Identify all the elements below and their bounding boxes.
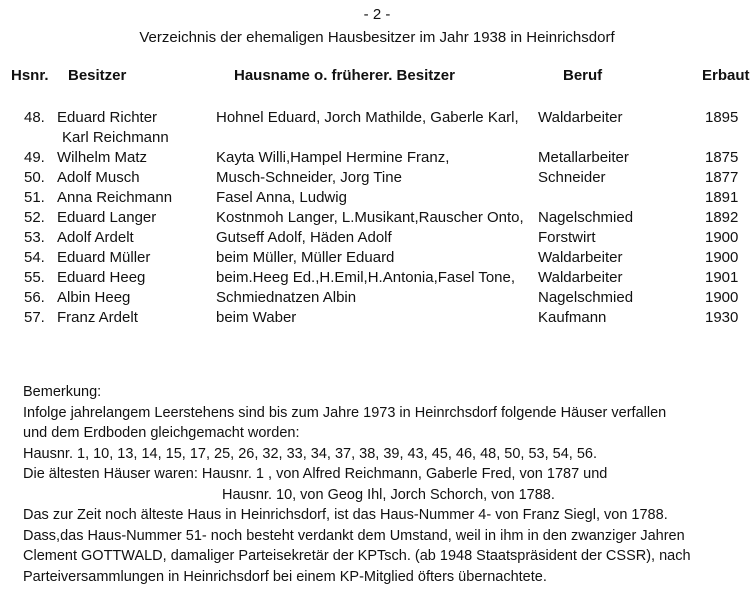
cell-nr: 52. xyxy=(24,209,45,226)
cell-besitzer: Adolf Musch xyxy=(57,169,140,186)
owner-table xyxy=(0,109,754,329)
cell-nr: 53. xyxy=(24,229,45,246)
cell-hausname: beim.Heeg Ed.,H.Emil,H.Antonia,Fasel Tone, xyxy=(216,269,516,286)
cell-erbaut: 1900 xyxy=(705,229,739,246)
remarks-heading: Bemerkung: xyxy=(23,384,102,400)
cell-nr: 50. xyxy=(24,169,45,186)
cell-erbaut: 1895 xyxy=(705,109,739,126)
cell-beruf: Schneider xyxy=(538,169,606,186)
cell-beruf: Waldarbeiter xyxy=(538,249,623,266)
cell-hausname: Kostnmoh Langer, L.Musikant,Rauscher Onto, xyxy=(216,209,524,226)
cell-hausname: Schmiednatzen Albin xyxy=(216,289,357,306)
header-besitzer: Besitzer xyxy=(68,67,127,84)
cell-besitzer: Adolf Ardelt xyxy=(57,229,134,246)
header-hausname: Hausname o. früherer. Besitzer xyxy=(234,67,455,84)
table-row xyxy=(0,209,754,229)
remarks-line: Clement GOTTWALD, damaliger Parteisekretär der KPTsch. (ab 1948 Staatspräsident der CSSR), nach xyxy=(23,548,691,564)
cell-nr: 55. xyxy=(24,269,45,286)
cell-erbaut: 1875 xyxy=(705,149,739,166)
remarks-line: Die ältesten Häuser waren: Hausnr. 1 , von Alfred Reichmann, Gaberle Fred, von 1787 und xyxy=(23,466,608,482)
cell-besitzer: Eduard Richter xyxy=(57,109,158,126)
header-erbaut: Erbaut xyxy=(702,67,750,84)
cell-erbaut: 1900 xyxy=(705,249,739,266)
cell-beruf: Nagelschmied xyxy=(538,209,634,226)
table-row xyxy=(0,309,754,329)
cell-hausname: Gutseff Adolf, Häden Adolf xyxy=(216,229,392,246)
cell-nr: 56. xyxy=(24,289,45,306)
remarks-line: Das zur Zeit noch älteste Haus in Heinrichsdorf, ist das Haus-Nummer 4- von Franz Siegl, von 1788. xyxy=(23,507,668,523)
table-row xyxy=(0,289,754,309)
remarks-line: Hausnr. 1, 10, 13, 14, 15, 17, 25, 26, 32, 33, 34, 37, 38, 39, 43, 45, 46, 48, 50, 53, 54, 56. xyxy=(23,445,597,462)
table-row xyxy=(0,229,754,249)
cell-erbaut: 1891 xyxy=(705,189,739,206)
cell-hausname: Kayta Willi,Hampel Hermine Franz, xyxy=(216,149,450,166)
header-hsnr: Hsnr. xyxy=(11,67,49,84)
remarks-line: Parteiversammlungen in Heinrichsdorf bei einem KP-Mitglied öfters übernachtete. xyxy=(23,568,547,585)
cell-besitzer: Eduard Müller xyxy=(57,249,151,266)
cell-besitzer: Eduard Langer xyxy=(57,209,157,226)
cell-beruf: Forstwirt xyxy=(538,229,596,246)
cell-besitzer: Franz Ardelt xyxy=(57,309,138,326)
remarks-line: Dass,das Haus-Nummer 51- noch besteht verdankt dem Umstand, weil in ihm in den zwanziger Jahren xyxy=(23,527,685,544)
cell-nr: 48. xyxy=(24,109,45,126)
cell-besitzer: Wilhelm Matz xyxy=(57,149,148,166)
table-row xyxy=(0,189,754,209)
cell-nr: 54. xyxy=(24,249,45,266)
remarks-line: und dem Erdboden gleichgemacht worden: xyxy=(23,425,300,441)
cell-hausname: Fasel Anna, Ludwig xyxy=(216,189,347,206)
cell-besitzer: Albin Heeg xyxy=(57,289,131,306)
header-beruf: Beruf xyxy=(563,67,603,84)
cell-erbaut: 1930 xyxy=(705,309,739,326)
table-row xyxy=(0,109,754,149)
cell-beruf: Kaufmann xyxy=(538,309,607,326)
page-title: Verzeichnis der ehemaligen Hausbesitzer im Jahr 1938 in Heinrichsdorf xyxy=(139,29,615,46)
cell-nr: 49. xyxy=(24,149,45,166)
cell-besitzer: Anna Reichmann xyxy=(57,189,173,206)
cell-hausname: beim Waber xyxy=(216,309,297,326)
cell-beruf: Metallarbeiter xyxy=(538,149,629,166)
remarks-line: Hausnr. 10, von Geog Ihl, Jorch Schorch, von 1788. xyxy=(222,486,555,503)
cell-hausname: Hohnel Eduard, Jorch Mathilde, Gaberle Karl, xyxy=(216,109,519,126)
cell-besitzer: Eduard Heeg xyxy=(57,269,146,286)
cell-nr: 51. xyxy=(24,189,45,206)
cell-beruf: Nagelschmied xyxy=(538,289,634,306)
table-row xyxy=(0,149,754,169)
table-row xyxy=(0,269,754,289)
cell-erbaut: 1901 xyxy=(705,269,739,286)
remarks-section xyxy=(23,384,738,589)
cell-erbaut: 1892 xyxy=(705,209,739,226)
remarks-line: Infolge jahrelangem Leerstehens sind bis zum Jahre 1973 in Heinrchsdorf folgende Häuser verfallen xyxy=(23,404,667,421)
table-row xyxy=(0,169,754,189)
cell-nr: 57. xyxy=(24,309,45,326)
page-number: - 2 - xyxy=(363,6,391,23)
cell-erbaut: 1877 xyxy=(705,169,739,186)
cell-hausname: Musch-Schneider, Jorg Tine xyxy=(216,169,402,186)
table-row xyxy=(0,249,754,269)
cell-erbaut: 1900 xyxy=(705,289,739,306)
cell-beruf: Waldarbeiter xyxy=(538,269,623,286)
cell-hausname: beim Müller, Müller Eduard xyxy=(216,249,395,266)
cell-beruf: Waldarbeiter xyxy=(538,109,623,126)
cell-besitzer-2: Karl Reichmann xyxy=(62,129,169,146)
